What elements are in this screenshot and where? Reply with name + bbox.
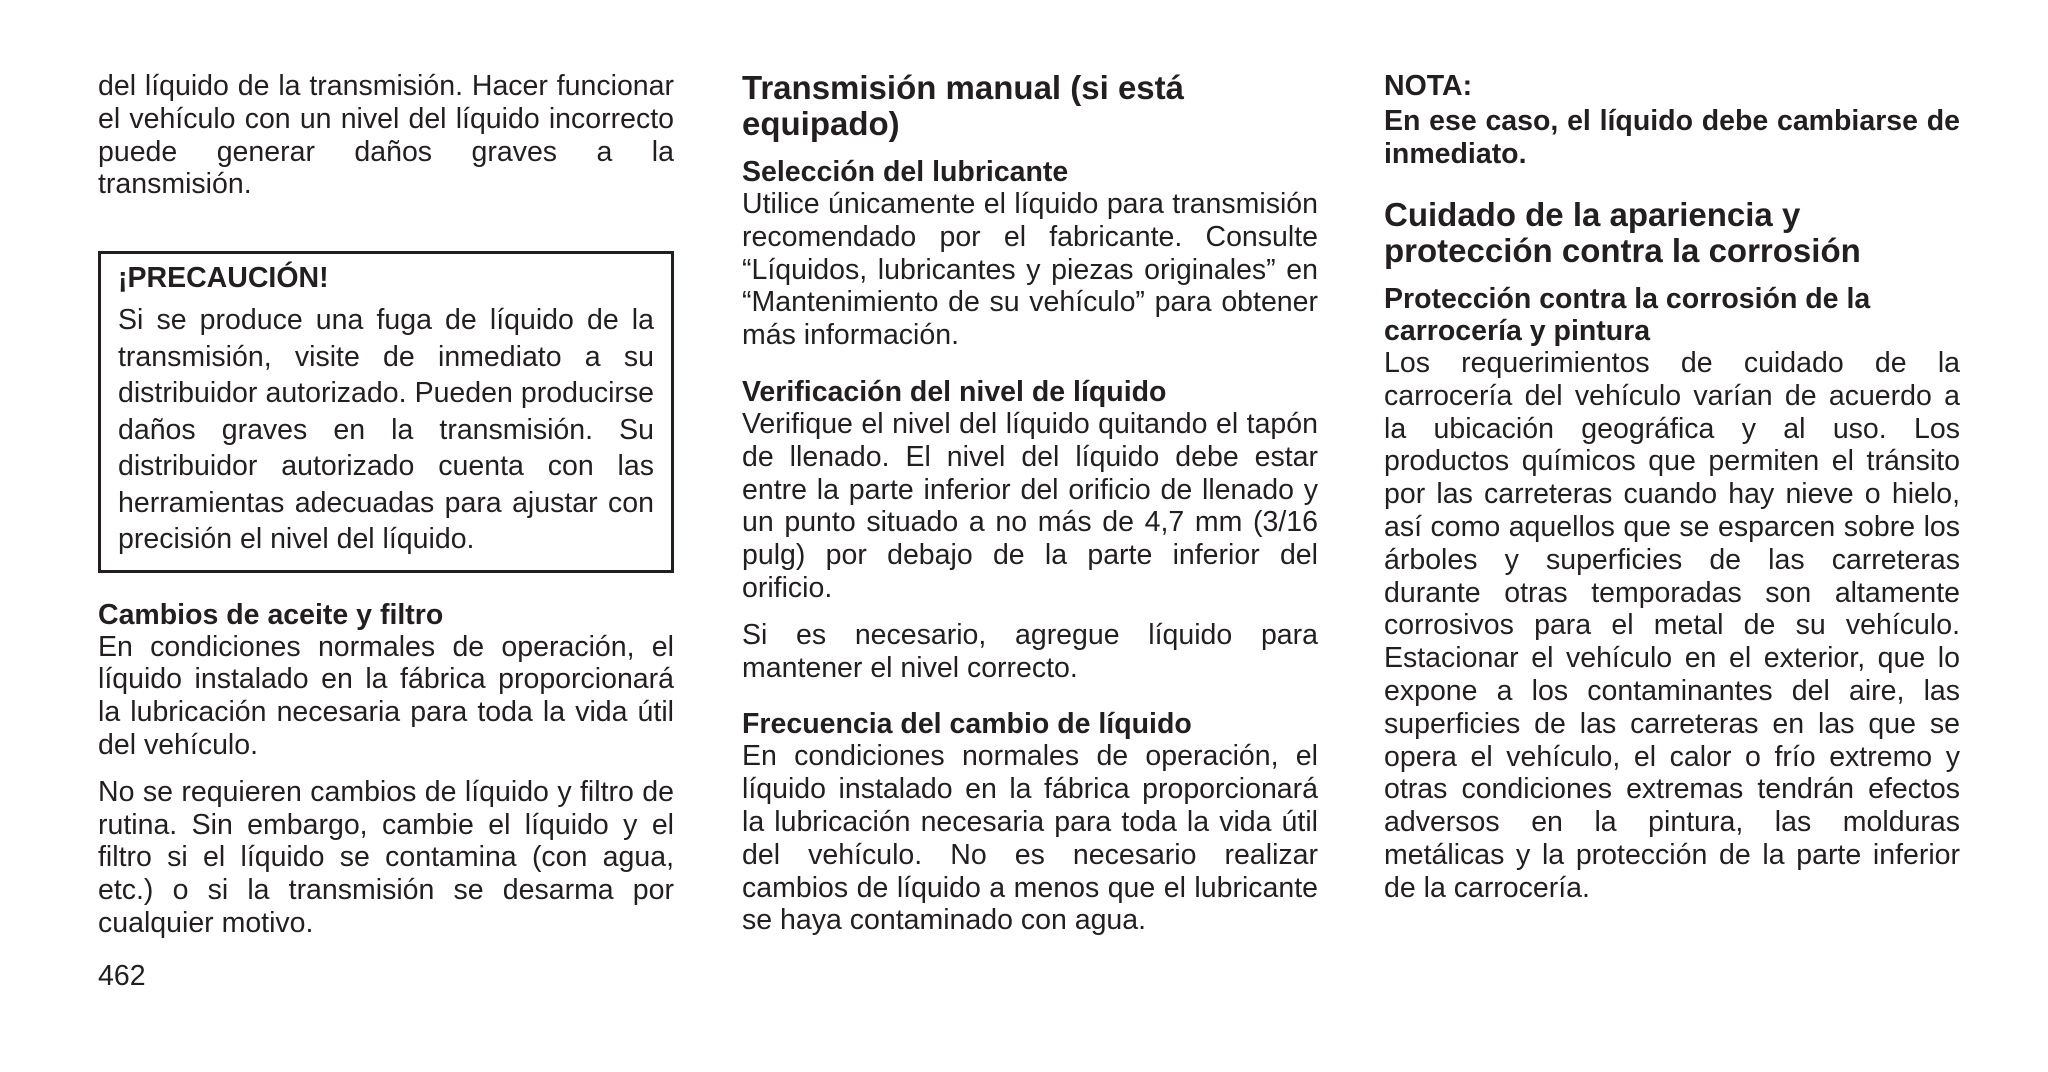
note-label: NOTA: <box>1384 70 1473 102</box>
body-protection-section <box>1384 283 1960 905</box>
level-check-heading: Verificación del nivel de líquido <box>742 375 1167 408</box>
lubricant-section <box>742 156 1318 352</box>
lubricant-paragraph: Utilice únicamente el líquido para transmisión recomendado por el fabricante. Consulte “Líquidos, lubricantes y piezas originales” en “Mantenimiento de su vehículo” para obtener más información. <box>742 188 1318 352</box>
column-right <box>1384 70 1960 905</box>
oil-change-paragraph-2: No se requieren cambios de líquido y filtro de rutina. Sin embargo, cambie el líquido y el filtro si el líquido se contamina (con agua, etc.) o si la transmisión se desarma por cualquier motivo. <box>98 775 674 940</box>
manual-transmission-title: Transmisión manual (si está equipado) <box>742 69 1184 142</box>
lubricant-heading: Selección del lubricante <box>742 156 1069 188</box>
note-text: En ese caso, el líquido debe cambiarse de inmediato. <box>1384 105 1960 170</box>
body-protection-heading: Protección contra la corrosión de la carrocería y pintura <box>1384 283 1871 347</box>
change-frequency-section <box>742 708 1318 937</box>
column-left <box>98 70 674 940</box>
caution-box <box>98 251 674 573</box>
caution-text: Si se produce una fuga de líquido de la transmisión, visite de inmediato a su distribuidor autorizado. Pueden producirse daños graves en la transmisión. Su distribuidor autorizado cuenta con las herramientas adecuadas para ajustar con precisión el nivel del líquido. <box>118 304 654 556</box>
change-frequency-heading: Frecuencia del cambio de líquido <box>742 708 1192 741</box>
column-middle <box>742 70 1318 937</box>
note-block <box>1384 70 1960 171</box>
level-check-paragraph-2: Si es necesario, agregue líquido para mantener el nivel correcto. <box>742 618 1318 684</box>
caution-title: ¡PRECAUCIÓN! <box>118 262 329 295</box>
body-protection-paragraph: Los requerimientos de cuidado de la carrocería del vehículo varían de acuerdo a la ubicación geográfica y al uso. Los productos químicos que permiten el tránsito por las carreteras cuando hay nieve o hielo, así como aquellos que se esparcen sobre los árboles y superficies de las carreteras durante otras temporadas son altamente corrosivos para el metal de su vehículo. Estacionar el vehículo en el exterior, que lo expone a los contaminantes del aire, las superficies de las carreteras en las que se opera el vehículo, el calor o frío extremo y otras condiciones extremas tendrán efectos adversos en la pintura, las molduras metálicas y la protección de la parte inferior de la carrocería. <box>1384 347 1960 904</box>
change-frequency-paragraph: En condiciones normales de operación, el líquido instalado en la fábrica proporcionará la lubricación necesaria para toda la vida útil del vehículo. No es necesario realizar cambios de líquido a menos que el lubricante se haya contaminado con agua. <box>742 740 1318 937</box>
intro-paragraph: del líquido de la transmisión. Hacer funcionar el vehículo con un nivel del líquido incorrecto puede generar daños graves a la transmisión. <box>98 70 674 201</box>
oil-change-section <box>98 599 674 940</box>
page-number: 462 <box>98 960 146 992</box>
appearance-care-title: Cuidado de la apariencia y protección contra la corrosión <box>1384 196 1861 269</box>
level-check-section <box>742 376 1318 684</box>
oil-change-paragraph-1: En condiciones normales de operación, el líquido instalado en la fábrica proporcionará la lubricación necesaria para toda la vida útil del vehículo. <box>98 630 674 762</box>
level-check-paragraph-1: Verifique el nivel del líquido quitando el tapón de llenado. El nivel del líquido debe estar entre la parte inferior del orificio de llenado y un punto situado a no más de 4,7 mm (3/16 pulg) por debajo de la parte inferior del orificio. <box>742 407 1318 604</box>
oil-change-heading: Cambios de aceite y filtro <box>98 598 444 631</box>
